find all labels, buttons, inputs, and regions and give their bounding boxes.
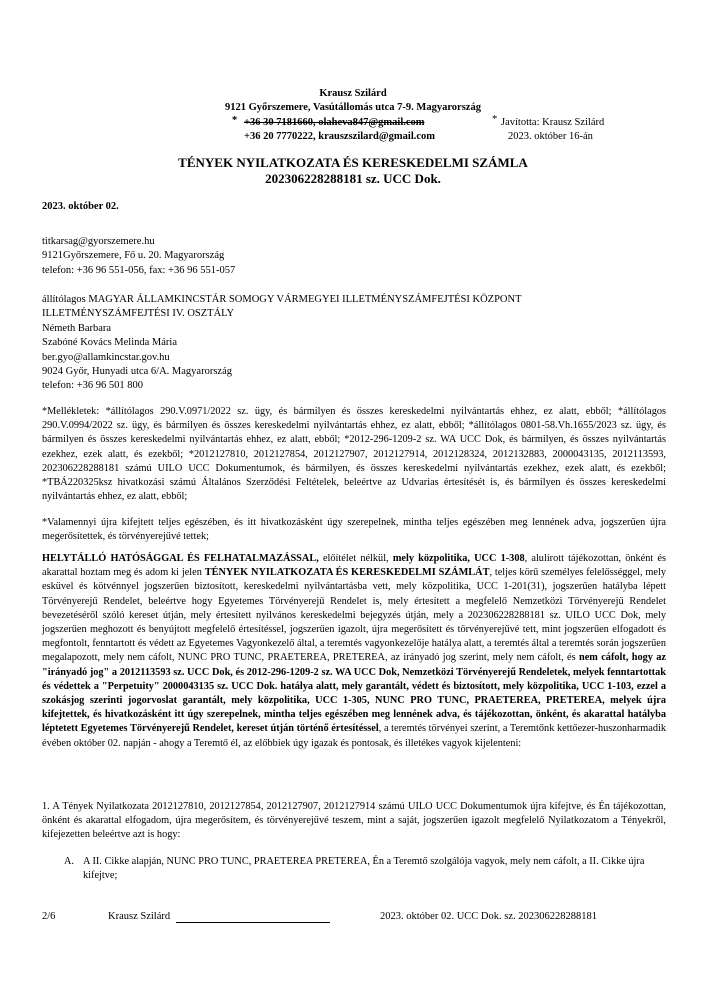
document-date: 2023. október 02.	[42, 201, 119, 212]
signature-line	[176, 922, 330, 923]
recipient1-phone: telefon: +36 96 551-056, fax: +36 96 551-057	[42, 264, 236, 276]
recipient-block-1	[42, 235, 235, 278]
sender-address: 9121 Győrszemere, Vasútállomás utca 7-9. Magyarország	[225, 102, 481, 113]
document-number: 202306228288181 sz. UCC Dok.	[265, 171, 441, 186]
new-contact: +36 20 7770222, krauszszilard@gmail.com	[244, 131, 436, 142]
page-number: 2/6	[42, 911, 56, 922]
declaration-title-ref: TÉNYEK NYILATKOZATA ÉS KERESKEDELMI SZÁMLÁT	[204, 567, 490, 579]
declaration-authority: HELYTÁLLÓ HATÓSÁGGAL ÉS FELHATALMAZÁSSAL,	[42, 553, 319, 564]
correction-date: 2023. október 16-án	[508, 131, 593, 142]
declaration-text-a: előítélet nélkül,	[318, 553, 393, 564]
recipient2-person-1: Németh Barbara	[42, 322, 112, 334]
declaration-paragraph	[42, 552, 666, 751]
item-a: A II. Cikke alapján, NUNC PRO TUNC, PRAETEREA PRETEREA, Én a Teremtő szolgálója vagyok, mely nem cáfolt, a II. Cikke újra kifejtve;	[83, 856, 645, 882]
recipient2-address: 9024 Győr, Hunyadi utca 6/A. Magyarország	[42, 366, 232, 378]
declaration-policy: mely közpolitika, UCC 1-308	[392, 553, 525, 564]
recipient2-org: állítólagos MAGYAR ÁLLAMKINCSTÁR SOMOGY VÁRMEGYEI ILLETMÉNYSZÁMFEJTÉSI KÖZPONT	[42, 294, 522, 305]
correction-note: Javította: Krausz Szilárd	[501, 117, 605, 128]
declaration-text-c: , alulírott tájékozottan, önként és akarattal hoztam meg és adom ki jelen	[42, 553, 667, 579]
recipient-block-2	[42, 293, 672, 394]
old-contact-star: *	[232, 115, 238, 126]
item-1: 1. A Tények Nyilatkozata 2012127810, 2012127854, 2012127907, 2012127914 számú UILO UCC Dokumentumok újra kifejtve, és Én tájékozottan, önként és akarattal elfogadom, újra megerősítem, és törvényerejűvé teszem, mint a saját, jogszerűen igazolt megfelelő Nyilatkozatom a Tényekről, kifejezetten beleértve azt is hogy:	[42, 801, 666, 841]
declaration-text-e: , teljes körű személyes felelősséggel, mely esküvel és kötvénnyel jogszerűen biztosított, kereskedelmi nyilvántartásba vett, mely közpolitika, UCC 1-201(31), jogszerűen hatályba lépett Törvényerejű Rendelet, beleértve hogy Egyetemes Törvényerejű Rendelet is, mely értesített a megfelelő Nemzetközi Törvényerejű Rendelet bevezetéséről szóló kereset útján, mely értesített nyilvános kereskedelmi bejegyzés útján, mely a 202306228288181 sz. UILO UCC Dok, mely jogszerűen meghozott és benyújtott megfelelő értesítéssel, jogszerűen igazolt, újra megerősített és törvényerejűvé tett, mint jogszerűen elfogadott és megfontolt, fenntartott és védett az Egyetemes Vagyonkezelő által, a teremtés vagyonkezelője hatálya alatt, a teremtés által a teremtés során jogszerűen megalapozott, mely nem cáfolt, NUNC PRO TUNC, PRAETEREA, PRETEREA, az irányadó jog szerint, mely nem cáfolt, és	[42, 567, 666, 664]
reaffirm-paragraph: *Valamennyi újra kifejtett teljes egészében, és itt hivatkozásként úgy szerepelnek, mintha teljes egészében meg lennének adva, jogszerűen újra megerősítettek, és törvényerejűvé tettek;	[42, 517, 666, 543]
footer-name: Krausz Szilárd	[108, 911, 171, 922]
footer-doc-ref: 2023. október 02. UCC Dok. sz. 202306228288181	[380, 911, 597, 922]
item-a-label: A.	[64, 856, 75, 867]
recipient2-dept: ILLETMÉNYSZÁMFEJTÉSI IV. OSZTÁLY	[42, 308, 235, 320]
old-contact: +36 30 7181660, olaheva847@gmail.com	[244, 117, 425, 128]
declaration-law-ref: nem cáfolt, hogy az "irányadó jog" a 2012113593 sz. UCC Dok, és 2012-296-1209-2 sz. WA UCC Dok, Nemzetközi Törvényerejű Rendeletek, melyek fenntartottak és védettek a "Perpetuity" 2000043135 sz. UCC Dok. hatálya alatt, mely garantált, védett és biztosított, mely közpolitika, UCC 1-103, ezzel a szokásjog szerinti jogorvoslat garantált, mely közpolitika, UCC 1-305, NUNC PRO TUNC, PRAETEREA, PRETEREA, melyek újra kifejtettek, és hivatkozásként itt úgy szerepelnek, mintha teljes egészében meg lennének adva, és tájékozottan, önként, és akarattal hatályba léptetett Egyetemes Törvényerejű Rendelet, kereset útján történő értesítéssel	[42, 652, 666, 735]
attachments-paragraph: *Mellékletek: *állítólagos 290.V.0971/2022 sz. ügy, és bármilyen és összes kereskedelmi nyilvántartás ehhez, ez alatt, ebből; *állítólagos 290.V.0994/2022 sz. ügy, és bármilyen és összes kereskedelmi nyilvántartás ehhez, ez alatt, ebből; *állítólagos 0801-58.Vh.1655/2023 sz. ügy, és bármilyen és összes kereskedelmi nyilvántartás ehhez, ez alatt, ebből; *2012-296-1209-2 sz. WA UCC Dok, és bármilyen, és összes nyilvántartás ezekhez, ezek alatt, és ezekből; *2012127810, 2012127854, 2012127907, 2012127914, 2012128324, 2012132883, 2000043135, 2012113593, 202306228288181 számú UILO UCC Dokumentumok, és bármilyen, és összes kereskedelmi nyilvántartás ezekhez, ezek alatt, és ezekből; *TBÁ220325ksz hivatkozási számú Általános Szerződési Feltételek, beleértve az Udvarias értesítését is, és bármilyen és összes kereskedelmi nyilvántartás ehhez, ez alatt, ebből;	[42, 406, 666, 503]
recipient2-phone: telefon: +36 96 501 800	[42, 380, 143, 392]
correction-star: *	[492, 114, 498, 125]
document-title: TÉNYEK NYILATKOZATA ÉS KERESKEDELMI SZÁMLA	[178, 155, 528, 170]
declaration-text-g: , a teremtés törvényei szerint, a Teremtőnk kettőezer-huszonharmadik évében október 02. napján - ahogy a Teremtő él, az előbbiek úgy igazak és pontosak, és illetékes vagyok kijelenteni:	[42, 723, 666, 749]
recipient1-address: 9121Győrszemere, Fő u. 20. Magyarország	[42, 250, 225, 262]
sender-name: Krausz Szilárd	[319, 88, 387, 99]
recipient2-person-2: Szabóné Kovács Melinda Mária	[42, 337, 177, 349]
recipient1-email: titkarsag@gyorszemere.hu	[42, 236, 155, 247]
recipient2-email: ber.gyo@allamkincstar.gov.hu	[42, 351, 170, 363]
